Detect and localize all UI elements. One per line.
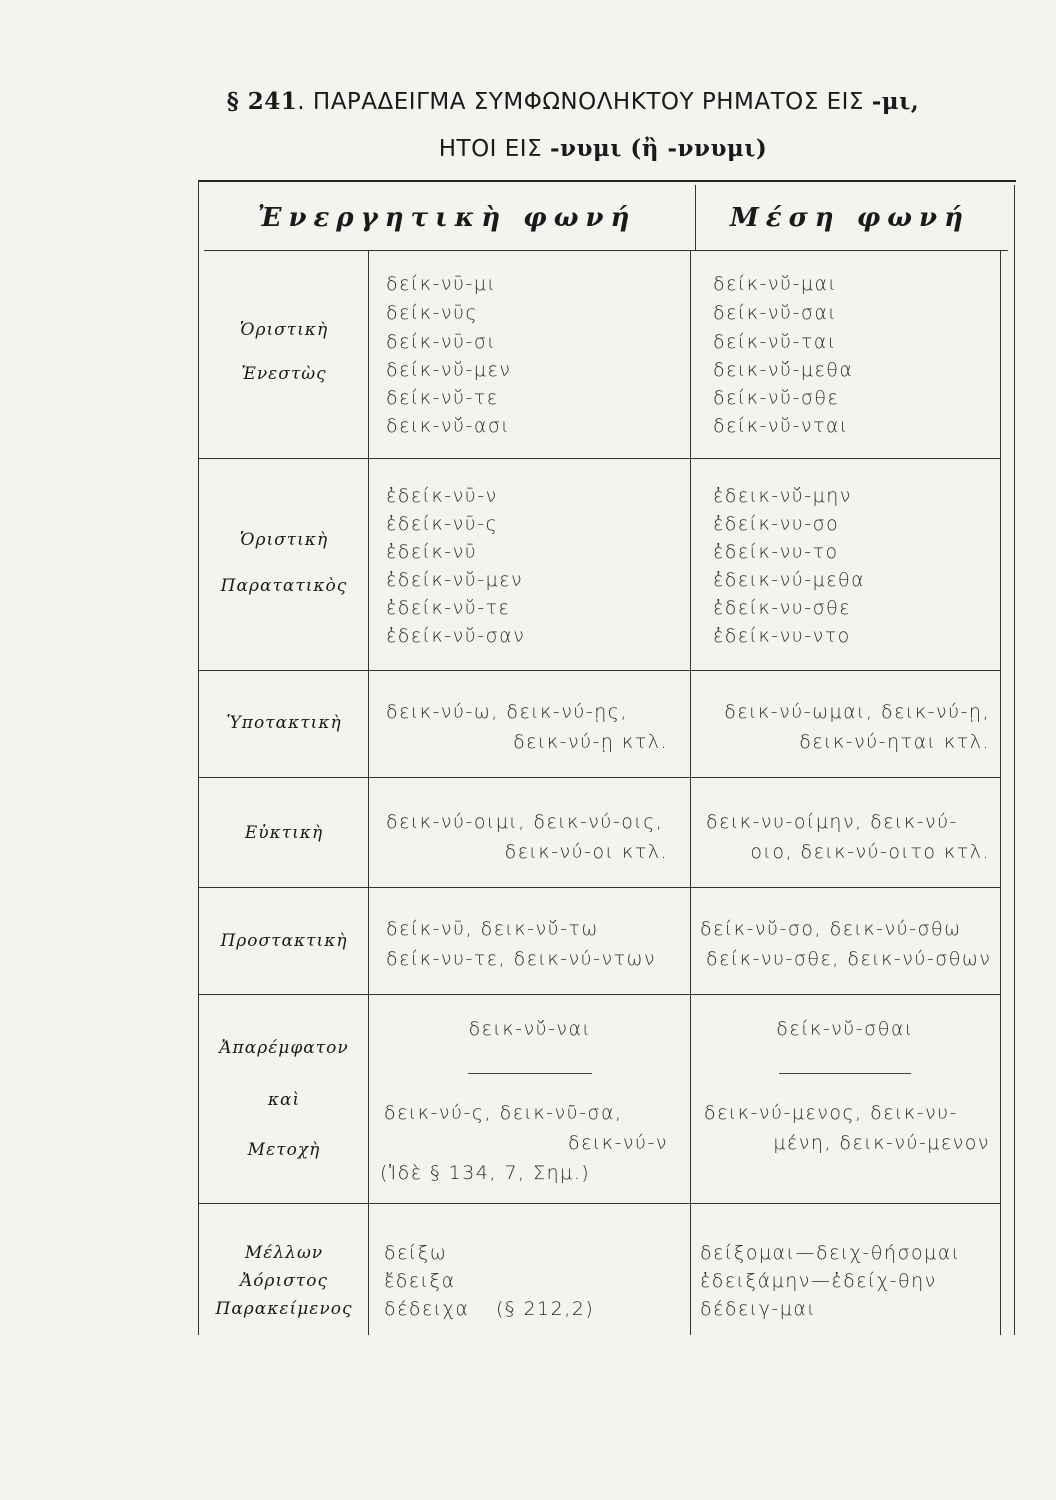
imperfect-middle-form: ἐδείκ-νυ-σθε <box>713 597 852 619</box>
imperfect-active-form: ἐδείκ-νῡ-ς <box>386 513 499 535</box>
header-middle-voice: Μέση φωνή <box>730 203 970 233</box>
table-top-border <box>198 180 1016 182</box>
present-middle-form: δείκ-νῠ-ται <box>713 331 837 353</box>
imperfect-active-form: ἐδείκ-νῡ-ν <box>386 485 498 507</box>
participle-active-line1: δεικ-νύ-ς, δεικ-νῦ-σα, <box>384 1102 623 1124</box>
imperfect-middle-form: ἐδείκ-νυ-ντο <box>713 625 851 647</box>
title-text-2: ΗΤΟΙ ΕΙΣ <box>438 136 550 162</box>
imperative-middle-line2: δείκ-νυ-σθε, δεικ-νύ-σθων <box>706 948 992 970</box>
present-active-form: δείκ-νῡς <box>386 302 479 324</box>
optative-active-line1: δεικ-νύ-οιμι, δεικ-νύ-οις, <box>386 811 664 833</box>
imperfect-middle-form: ἐδεικ-νῠ́-μην <box>713 485 852 507</box>
title-ending: -μι, <box>871 88 920 115</box>
row-label-present: Ἐνεστὼς <box>241 364 327 384</box>
present-middle-form: δείκ-νῠ-νται <box>713 415 849 437</box>
perfect-active: δέδειχα <box>384 1298 470 1320</box>
infinitive-middle: δείκ-νῠ-σθαι <box>776 1018 914 1040</box>
participle-middle-line1: δεικ-νύ-μενος, δεικ-νυ- <box>704 1102 959 1124</box>
perfect-active-reference: (§ 212,2) <box>496 1298 595 1320</box>
row-label-aorist: Ἀόριστος <box>240 1271 328 1291</box>
table-left-border <box>198 180 199 1335</box>
subjunctive-active-line2: δεικ-νύ-ῃ κτλ. <box>513 731 668 753</box>
imperative-middle-line1: δείκ-νῠ-σο, δεικ-νύ-σθω <box>700 918 962 940</box>
row-label-infinitive: Ἀπαρέμφατον <box>219 1038 349 1058</box>
imperfect-active-form: ἐδείκ-νῠ-μεν <box>386 569 524 591</box>
row-label-indicative: Ὁριστικὴ <box>239 320 329 340</box>
section-title-line-1 <box>0 88 1056 115</box>
imperative-active-line2: δείκ-νυ-τε, δεικ-νύ-ντων <box>386 948 657 970</box>
imperfect-middle-form: ἐδεικ-νύ-μεθα <box>713 569 866 591</box>
row-divider <box>198 994 1000 995</box>
title-forms: -νυμι (ἢ -ννυμι) <box>549 135 768 162</box>
table-right-border <box>1014 185 1015 1335</box>
row-label-indicative: Ὁριστικὴ <box>239 530 329 550</box>
present-active-form: δείκ-νῠ-μεν <box>386 359 512 381</box>
imperative-active-line1: δείκ-νῡ, δεικ-νῠ́-τω <box>386 918 599 940</box>
imperfect-middle-form: ἐδείκ-νυ-το <box>713 541 839 563</box>
row-label-and: καὶ <box>267 1090 301 1110</box>
label-column-divider <box>368 250 369 1335</box>
present-active-form: δείκ-νῡ-σι <box>386 331 497 353</box>
section-title-line-2 <box>0 135 1056 162</box>
voice-column-divider <box>690 250 691 1335</box>
imperfect-active-form: ἐδείκ-νῠ-τε <box>386 597 511 619</box>
aorist-active: ἔδειξα <box>384 1270 456 1292</box>
present-middle-form: δείκ-νῠ-σαι <box>713 302 838 324</box>
present-active-form: δείκ-νῠ-τε <box>386 387 499 409</box>
subjunctive-middle-line1: δεικ-νύ-ωμαι, δεικ-νύ-ῃ, <box>724 701 990 723</box>
future-middle: δείξομαι—δειχ-θήσομαι <box>700 1242 961 1264</box>
present-active-form: δείκ-νῡ-μι <box>386 273 497 295</box>
row-label-participle: Μετοχὴ <box>247 1140 321 1160</box>
optative-active-line2: δεικ-νύ-οι κτλ. <box>504 841 668 863</box>
middle-column-right-rule <box>1000 250 1001 1335</box>
present-middle-form: δείκ-νῠ-σθε <box>713 387 840 409</box>
aorist-middle: ἐδειξάμην—ἐδείχ-θην <box>700 1270 937 1292</box>
optative-middle-line2: οιο, δεικ-νύ-οιτο κτλ. <box>750 841 990 863</box>
header-divider <box>695 185 696 250</box>
separator-dash <box>468 1073 592 1074</box>
present-middle-form: δείκ-νῠ-μαι <box>713 273 838 295</box>
row-label-future: Μέλλων <box>244 1243 324 1263</box>
subjunctive-active-line1: δεικ-νύ-ω, δεικ-νύ-ῃς, <box>386 701 628 723</box>
row-label-imperative: Προστακτικὴ <box>220 931 348 951</box>
row-divider <box>198 777 1000 778</box>
title-text: . ΠΑΡΑΔΕΙΓΜΑ ΣΥΜΦΩΝΟΛΗΚΤΟΥ ΡΗΜΑΤΟΣ ΕΙΣ <box>297 89 872 115</box>
imperfect-active-form: ἐδείκ-νῡ <box>386 541 478 563</box>
section-number: § 241 <box>226 88 298 115</box>
header-bottom-rule <box>204 250 1008 251</box>
optative-middle-line1: δεικ-νυ-οίμην, δεικ-νύ- <box>706 811 959 833</box>
participle-active-reference: (Ἰδὲ § 134, 7, Σημ.) <box>380 1162 591 1184</box>
row-divider <box>198 1203 1000 1204</box>
row-label-perfect: Παρακείμενος <box>215 1299 353 1319</box>
imperfect-middle-form: ἐδείκ-νυ-σο <box>713 513 840 535</box>
present-active-form: δεικ-νῠ́-ασι <box>386 415 511 437</box>
separator-dash <box>779 1073 911 1074</box>
row-label-imperfect: Παρατατικὸς <box>220 576 348 596</box>
participle-active-line2: δεικ-νύ-ν <box>568 1132 668 1154</box>
row-divider <box>198 887 1000 888</box>
row-label-subjunctive: Ὑποτακτικὴ <box>226 713 342 733</box>
perfect-middle: δέδειγ-μαι <box>700 1298 817 1320</box>
imperfect-active-form: ἐδείκ-νῠ-σαν <box>386 625 526 647</box>
row-divider <box>198 670 1000 671</box>
future-active: δείξω <box>384 1242 448 1264</box>
infinitive-active: δεικ-νῠ́-ναι <box>468 1018 592 1040</box>
present-middle-form: δεικ-νῠ́-μεθα <box>713 359 854 381</box>
participle-middle-line2: μένη, δεικ-νύ-μενον <box>773 1132 990 1154</box>
row-divider <box>198 458 1000 459</box>
subjunctive-middle-line2: δεικ-νύ-ηται κτλ. <box>799 731 990 753</box>
row-label-optative: Εὐκτικὴ <box>244 823 324 843</box>
header-active-voice: Ἐνεργητικὴ φωνή <box>257 203 637 233</box>
